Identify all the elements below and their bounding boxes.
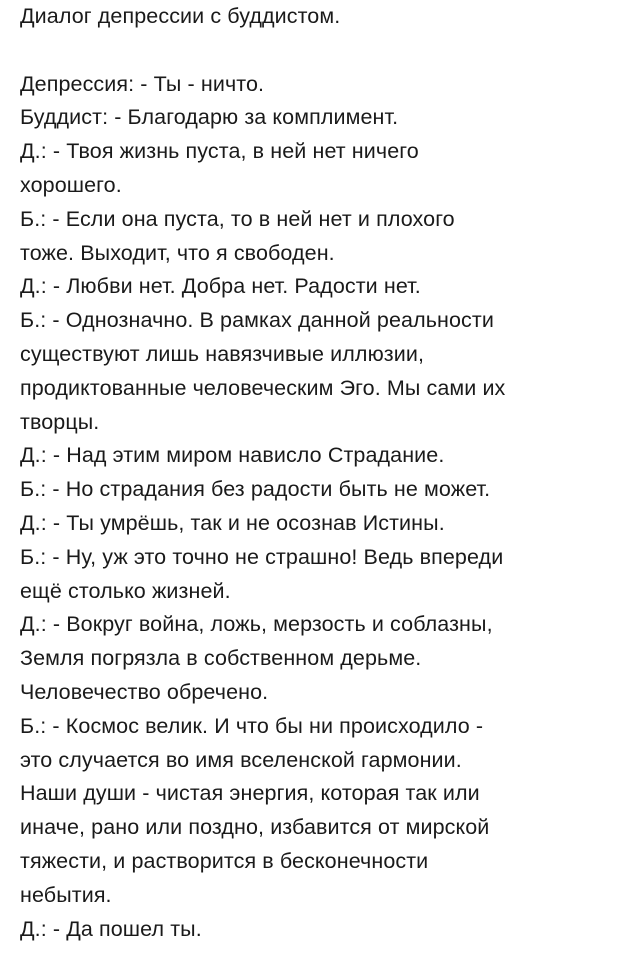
text-line: иначе, рано или поздно, избавится от мирской [20,815,490,840]
text-line: Д.: - Ты умрёшь, так и не осознав Истины. [20,510,445,535]
text-line: Д.: - Да пошел ты. [20,916,202,941]
text-line: Б.: - Если она пуста, то в ней нет и плохого [20,206,455,231]
text-line: хорошего. [20,172,122,197]
text-line: ещё столько жизней. [20,578,231,603]
text-line: Д.: - Вокруг война, ложь, мерзость и соблазны, [20,612,493,637]
text-line: Человечество обречено. [20,679,269,704]
text-line: продиктованные человеческим Эго. Мы сами их [20,375,506,400]
text-line: Д.: - Твоя жизнь пуста, в ней нет ничего [20,139,419,164]
text-line: Б.: - Однозначно. В рамках данной реальности [20,308,494,333]
note-title: Диалог депрессии с буддистом. [20,4,341,28]
text-line: тяжести, и растворится в бесконечности [20,848,429,873]
text-line: Наши души - чистая энергия, которая так или [20,781,480,806]
text-line: Земля погрязла в собственном дерьме. [20,646,422,671]
text-line: небытия. [20,882,112,907]
text-line: творцы. [20,409,100,434]
text-line: Д.: - Над этим миром нависло Страдание. [20,443,445,468]
text-line: Буддист: - Благодарю за комплимент. [20,105,399,130]
dialog-text [20,68,632,947]
text-line: тоже. Выходит, что я свободен. [20,240,335,265]
text-line: Б.: - Но страдания без радости быть не может. [20,477,491,502]
text-line: это случается во имя вселенской гармонии. [20,747,462,772]
note-body [20,0,632,946]
text-line: Д.: - Любви нет. Добра нет. Радости нет. [20,274,421,299]
text-line: Депрессия: - Ты - ничто. [20,71,265,96]
text-line: Б.: - Космос велик. И что бы ни происходило - [20,713,484,738]
text-line: существуют лишь навязчивые иллюзии, [20,341,425,366]
blank-line [20,34,632,68]
text-line: Б.: - Ну, уж это точно не страшно! Ведь впереди [20,544,504,569]
